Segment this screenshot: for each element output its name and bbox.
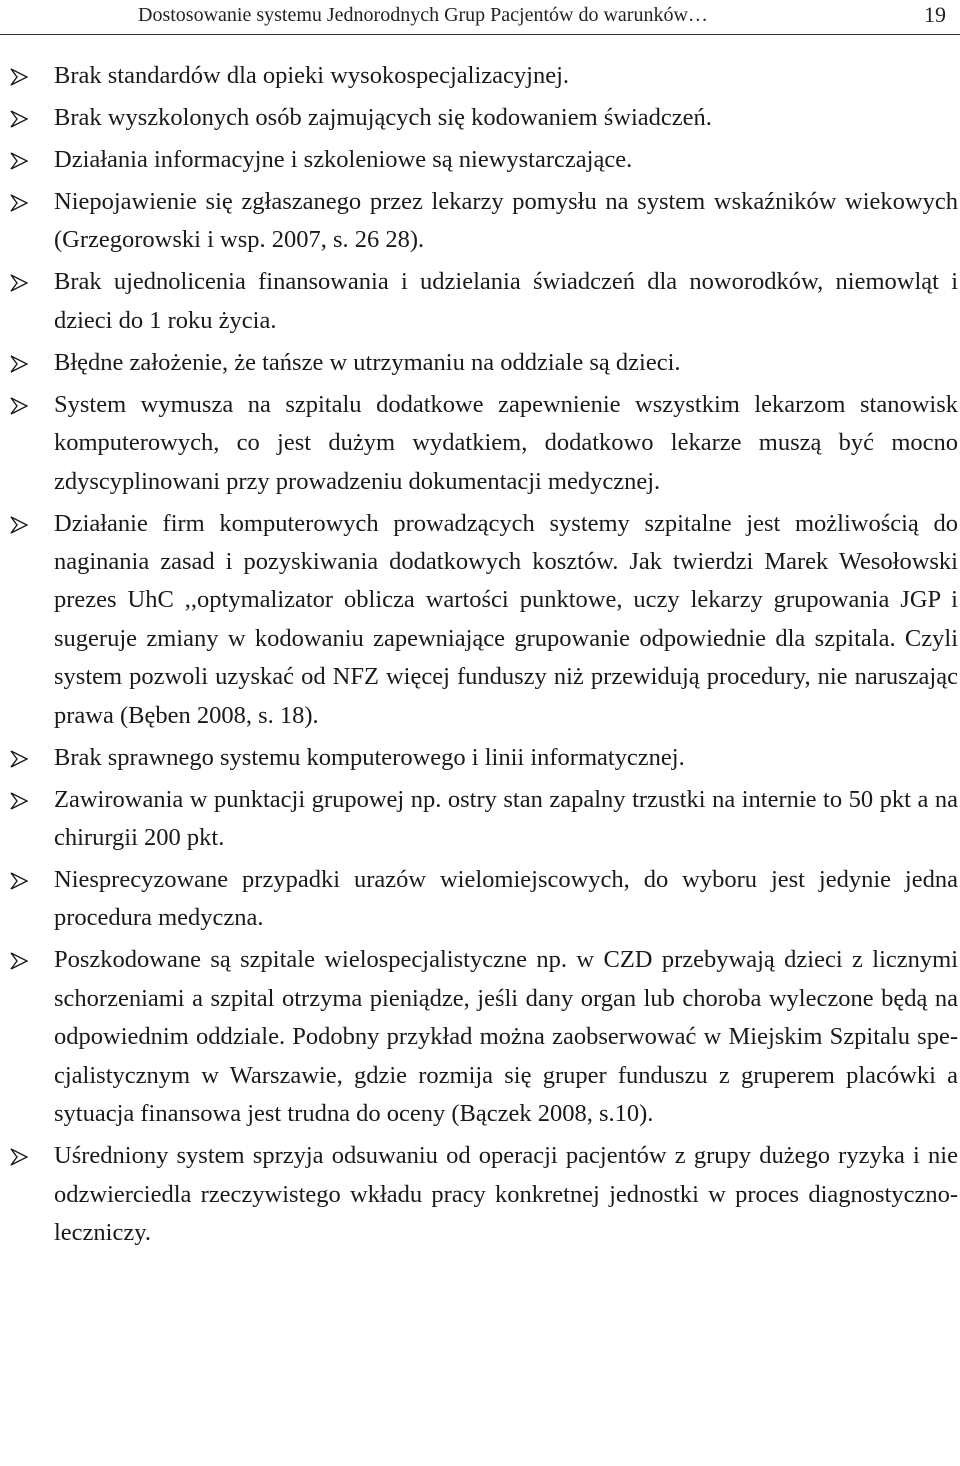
list-item-text: Brak ujednolicenia finansowania i udzielania świadczeń dla noworodków, niemowląt i dzieci do 1 roku życia. [54, 268, 958, 334]
list-item-text: Działanie firm komputerowych prowadzących systemy szpitalne jest możliwością do naginania zasad i pozyskiwania dodatkowych kosztów. Jak twierdzi Marek Wesołowski prezes UhC ,,optymalizator oblicza wartości punktowe, uczy lekarzy grupowania JGP i sugeruje zmiany w kodowaniu zapewniające grupowanie odpowiednie dla szpitala. Czyli system pozwoli uzyskać od NFZ więcej funduszy niż przewidują procedury, nie naruszając prawa (Bęben 2008, s. 18). [54, 509, 958, 729]
list-item-text: Brak wyszkolonych osób zajmujących się kodowaniem świadczeń. [54, 104, 712, 131]
list-item-text: Brak standardów dla opieki wysokospecjalizacyjnej. [54, 62, 570, 89]
list-item [0, 263, 960, 340]
header-divider [0, 34, 960, 35]
list-item [0, 183, 960, 260]
list-item-text: Działania informacyjne i szkoleniowe są niewystarczające. [54, 146, 633, 173]
list-item [0, 1137, 960, 1252]
list-item [0, 861, 960, 938]
running-title: Dostosowanie systemu Jednorodnych Grup Pacjentów do warunków… [138, 4, 708, 26]
list-item-text: Niesprecyzowane przypadki urazów wielomiejscowych, do wyboru jest jedynie jedna procedura medyczna. [54, 866, 958, 932]
arrow-bullet-icon [10, 861, 32, 899]
arrow-bullet-icon [10, 141, 32, 179]
list-item-text: Poszkodowane są szpitale wielospecjalistyczne np. w CZD przebywają dzieci z licznymi schorzeniami a szpital otrzyma pieniądze, jeśli dany organ lub choroba wyleczone będą na odpowiednim oddziale. Podobny przykład można zaobserwować w Miejskim Szpitalu specjalistycznym w Warszawie, gdzie rozmija się gruper funduszu z gruperem placówki a sytuacja finansowa jest trudna do oceny (Bączek 2008, s.10). [54, 946, 958, 1128]
list-item [0, 99, 960, 137]
page-number: 19 [924, 2, 946, 27]
list-item [0, 781, 960, 858]
list-item-text: Zawirowania w punktacji grupowej np. ostry stan zapalny trzustki na internie to 50 pkt a na chirurgii 200 pkt. [54, 785, 958, 852]
page-header [0, 0, 960, 38]
arrow-bullet-icon [10, 344, 32, 382]
arrow-bullet-icon [10, 263, 32, 301]
arrow-bullet-icon [10, 57, 32, 95]
list-item-text: Uśredniony system sprzyja odsuwaniu od operacji pacjentów z grupy dużego ryzyka i nie odzwierciedla rzeczywistego wkładu pracy konkretnej jednostki w proces diagnostyczno-leczniczy. [54, 1142, 958, 1246]
list-item [0, 386, 960, 501]
arrow-bullet-icon [10, 739, 32, 777]
list-item-text: Brak sprawnego systemu komputerowego i linii informatycznej. [54, 743, 685, 771]
list-item-text: Niepojawienie się zgłaszanego przez lekarzy pomysłu na system wskaźników wiekowych (Grzegorowski i wsp. 2007, s. 26 28). [54, 188, 958, 254]
arrow-bullet-icon [10, 386, 32, 424]
arrow-bullet-icon [10, 99, 32, 137]
list-item [0, 344, 960, 382]
arrow-bullet-icon [10, 781, 32, 819]
list-item-text: Błędne założenie, że tańsze w utrzymaniu na oddziale są dzieci. [54, 348, 681, 376]
list-item [0, 57, 960, 95]
arrow-bullet-icon [10, 941, 32, 979]
arrow-bullet-icon [10, 1137, 32, 1175]
list-item [0, 739, 960, 777]
list-item [0, 505, 960, 735]
bullet-list [0, 57, 960, 1256]
list-item [0, 141, 960, 179]
arrow-bullet-icon [10, 505, 32, 543]
arrow-bullet-icon [10, 183, 32, 221]
list-item-text: System wymusza na szpitalu dodatkowe zapewnienie wszystkim lekarzom stanowisk komputerowych, co jest dużym wydatkiem, dodatkowo lekarze muszą być mocno zdyscyplinowani przy prowadzeniu dokumentacji medycznej. [54, 390, 958, 495]
list-item [0, 941, 960, 1133]
